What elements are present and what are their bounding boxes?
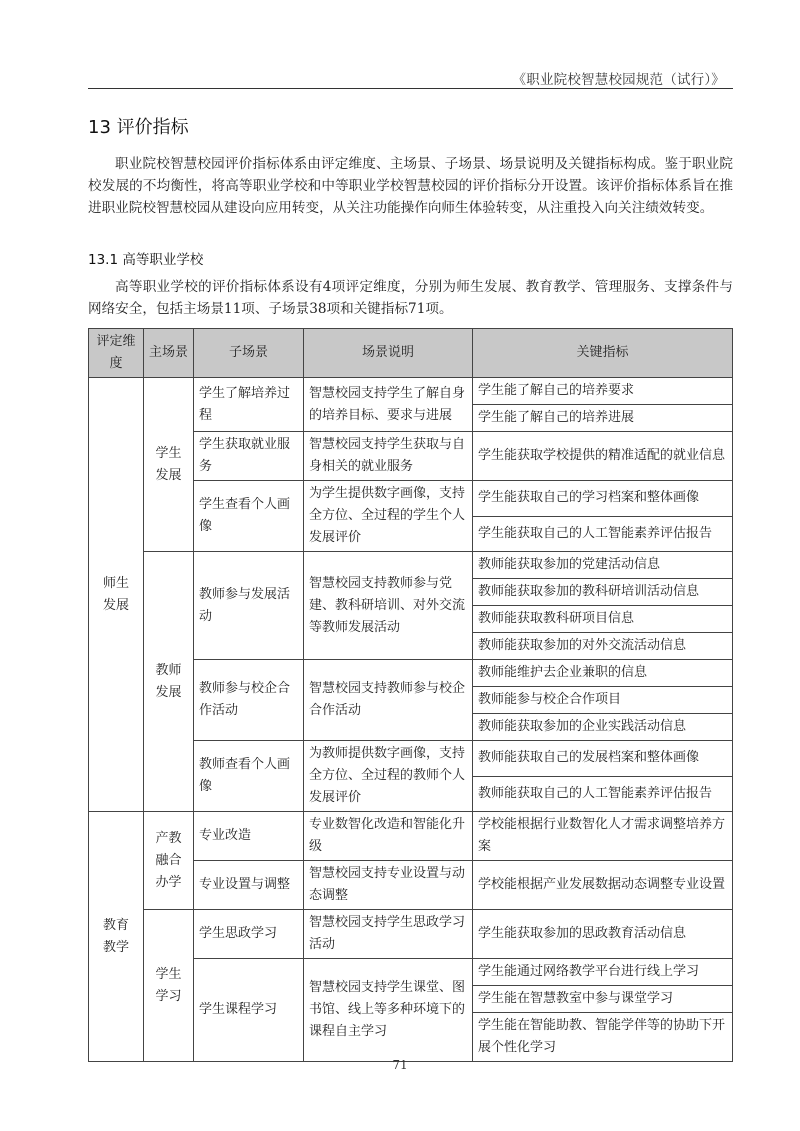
- table-body: [89, 378, 733, 1062]
- dimension-cell: 教育教学: [89, 812, 144, 1062]
- dimension-cell: 师生发展: [89, 378, 144, 812]
- table-row: [89, 378, 733, 405]
- table-row: [89, 812, 733, 861]
- key-indicator-cell: 学生能在智慧教室中参与课堂学习: [473, 986, 733, 1013]
- header-sub-scene: 子场景: [194, 329, 304, 378]
- scene-description-cell: 专业数智化改造和智能化升级: [304, 812, 473, 861]
- scene-description-cell: 智慧校园支持教师参与党建、教科研培训、对外交流等教师发展活动: [304, 552, 473, 660]
- subsection-intro-paragraph: 高等职业学校的评价指标体系设有4项评定维度，分别为师生发展、教育教学、管理服务、支撑条件与网络安全，包括主场景11项、子场景38项和关键指标71项。: [88, 279, 733, 317]
- scene-description-cell: 为教师提供数字画像，支持全方位、全过程的教师个人发展评价: [304, 741, 473, 812]
- page-number: 71: [392, 1058, 408, 1072]
- key-indicator-cell: 学生能在智能助教、智能学伴等的协助下开展个性化学习: [473, 1013, 733, 1062]
- key-indicator-cell: 教师能获取自己的发展档案和整体画像: [473, 741, 733, 777]
- key-indicator-cell: 教师能获取参加的对外交流活动信息: [473, 633, 733, 660]
- key-indicator-cell: 学生能获取学校提供的精准适配的就业信息: [473, 432, 733, 481]
- header-key-indicator: 关键指标: [473, 329, 733, 378]
- header-dimension: 评定维度: [89, 329, 144, 378]
- key-indicator-cell: 教师能获取参加的党建活动信息: [473, 552, 733, 579]
- key-indicator-cell: 学生能了解自己的培养要求: [473, 378, 733, 405]
- main-scene-cell: 学生发展: [144, 378, 194, 552]
- sub-scene-cell: 学生查看个人画像: [194, 481, 304, 552]
- key-indicator-cell: 学校能根据产业发展数据动态调整专业设置: [473, 861, 733, 910]
- section-title: 13 评价指标: [88, 117, 189, 138]
- main-scene-cell: 产教融合办学: [144, 812, 194, 910]
- scene-description-cell: 智慧校园支持学生思政学习活动: [304, 910, 473, 959]
- main-scene-cell: 教师发展: [144, 552, 194, 812]
- scene-description-cell: 为学生提供数字画像，支持全方位、全过程的学生个人发展评价: [304, 481, 473, 552]
- sub-scene-cell: 教师参与校企合作活动: [194, 660, 304, 741]
- header-divider: [88, 88, 733, 89]
- running-header-title: 《职业院校智慧校园规范（试行）》: [512, 72, 725, 88]
- scene-description-cell: 智慧校园支持专业设置与动态调整: [304, 861, 473, 910]
- sub-scene-cell: 学生了解培养过程: [194, 378, 304, 432]
- sub-scene-cell: 教师查看个人画像: [194, 741, 304, 812]
- main-scene-cell: 学生学习: [144, 910, 194, 1062]
- header-scene-desc: 场景说明: [304, 329, 473, 378]
- sub-scene-cell: 专业改造: [194, 812, 304, 861]
- sub-scene-cell: 学生获取就业服务: [194, 432, 304, 481]
- subsection-title: 13.1 高等职业学校: [88, 252, 204, 268]
- section-intro-paragraph: 职业院校智慧校园评价指标体系由评定维度、主场景、子场景、场景说明及关键指标构成。鉴于职业院校发展的不均衡性，将高等职业学校和中等职业学校智慧校园的评价指标分开设置。该评价指标体系旨在推进职业院校智慧校园从建设向应用转变，从关注功能操作向师生体验转变，从注重投入向关注绩效转变。: [88, 156, 733, 216]
- key-indicator-cell: 教师能维护去企业兼职的信息: [473, 660, 733, 687]
- key-indicator-cell: 学校能根据行业数智化人才需求调整培养方案: [473, 812, 733, 861]
- key-indicator-cell: 学生能获取自己的学习档案和整体画像: [473, 481, 733, 517]
- key-indicator-cell: 教师能获取参加的企业实践活动信息: [473, 714, 733, 741]
- key-indicator-cell: 学生能通过网络教学平台进行线上学习: [473, 959, 733, 986]
- scene-description-cell: 智慧校园支持学生课堂、图书馆、线上等多种环境下的课程自主学习: [304, 959, 473, 1062]
- table-row: [89, 552, 733, 579]
- table-row: [89, 910, 733, 959]
- table-header-row: [89, 329, 733, 378]
- scene-description-cell: 智慧校园支持教师参与校企合作活动: [304, 660, 473, 741]
- sub-scene-cell: 教师参与发展活动: [194, 552, 304, 660]
- sub-scene-cell: 学生课程学习: [194, 959, 304, 1062]
- header-main-scene: 主场景: [144, 329, 194, 378]
- scene-description-cell: 智慧校园支持学生了解自身的培养目标、要求与进展: [304, 378, 473, 432]
- key-indicator-cell: 学生能了解自己的培养进展: [473, 405, 733, 432]
- sub-scene-cell: 专业设置与调整: [194, 861, 304, 910]
- key-indicator-cell: 学生能获取参加的思政教育活动信息: [473, 910, 733, 959]
- key-indicator-cell: 教师能获取自己的人工智能素养评估报告: [473, 776, 733, 812]
- scene-description-cell: 智慧校园支持学生获取与自身相关的就业服务: [304, 432, 473, 481]
- key-indicator-cell: 学生能获取自己的人工智能素养评估报告: [473, 516, 733, 552]
- key-indicator-cell: 教师能参与校企合作项目: [473, 687, 733, 714]
- evaluation-metrics-table: [88, 328, 733, 1062]
- key-indicator-cell: 教师能获取参加的教科研培训活动信息: [473, 579, 733, 606]
- key-indicator-cell: 教师能获取教科研项目信息: [473, 606, 733, 633]
- sub-scene-cell: 学生思政学习: [194, 910, 304, 959]
